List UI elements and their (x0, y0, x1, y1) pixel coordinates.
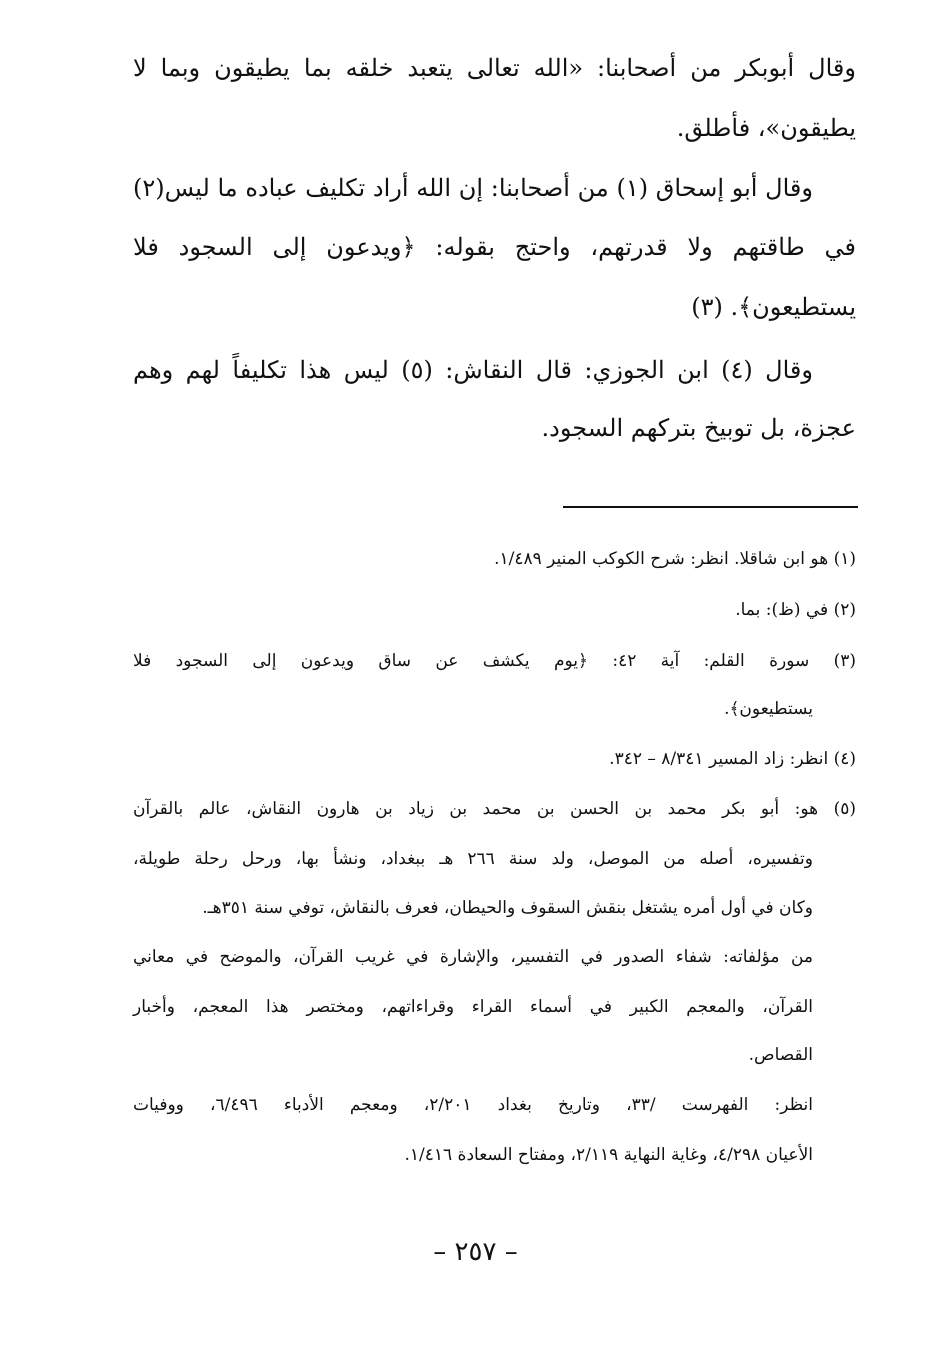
body-line: يطيقون»، فأطلق. (676, 114, 856, 142)
footnote-line: وكان في أول أمره يشتغل بنقش السقوف والحيطان، فعرف بالنقاش، توفي سنة ٣٥١هـ. (202, 898, 813, 918)
footnote-line: وتفسيره، أصله من الموصل، ولد سنة ٢٦٦ هـ ببغداد، ونشأ بها، ورحل رحلة طويلة، (133, 849, 813, 869)
footnote-line: القصاص. (748, 1045, 813, 1065)
footnote-line: (٣) سورة القلم: آية ٤٢: ﴿يوم يكشف عن ساق ويدعون إلى السجود فلا (133, 651, 856, 671)
body-line: وقال أبوبكر من أصحابنا: «الله تعالى يتعبد خلقه بما يطيقون وبما لا (133, 54, 856, 82)
body-line: وقال أبو إسحاق (١) من أصحابنا: إن الله أراد تكليف عباده ما ليس(٢) (133, 174, 813, 202)
body-line: وقال (٤) ابن الجوزي: قال النقاش: (٥) ليس هذا تكليفاً لهم وهم (133, 356, 813, 384)
footnote-line: (٥) هو: أبو بكر محمد بن الحسن بن محمد بن زياد بن هارون النقاش، عالم بالقرآن (133, 799, 856, 819)
footnote-line: من مؤلفاته: شفاء الصدور في التفسير، والإشارة في غريب القرآن، والموضح في معاني (133, 947, 813, 967)
footnote-line: (٢) في (ظ): بما. (735, 600, 856, 620)
footnote-separator (563, 506, 858, 508)
body-line: يستطيعون﴾. (٣) (691, 293, 856, 321)
footnote-line: انظر: الفهرست /٣٣، وتاريخ بغداد ٢/٢٠١، ومعجم الأدباء ٦/٤٩٦، ووفيات (133, 1095, 814, 1115)
footnote-line: (٤) انظر: زاد المسير ٨/٣٤١ – ٣٤٢. (609, 749, 856, 769)
body-line: في طاقتهم ولا قدرتهم، واحتج بقوله: ﴿ويدعون إلى السجود فلا (133, 233, 856, 261)
footnote-line: (١) هو ابن شاقلا. انظر: شرح الكوكب المنير ١/٤٨٩. (494, 549, 856, 569)
footnote-line: الأعيان ٤/٢٩٨، وغاية النهاية ٢/١١٩، ومفتاح السعادة ١/٤١٦. (404, 1145, 813, 1165)
page-number: – ٢٥٧ – (433, 1237, 518, 1267)
footnote-line: يستطيعون﴾. (724, 699, 813, 719)
body-line: عجزة، بل توبيخ بتركهم السجود. (541, 414, 856, 442)
footnote-line: القرآن، والمعجم الكبير في أسماء القراء وقراءاتهم، ومختصر هذا المعجم، وأخبار (133, 997, 813, 1017)
